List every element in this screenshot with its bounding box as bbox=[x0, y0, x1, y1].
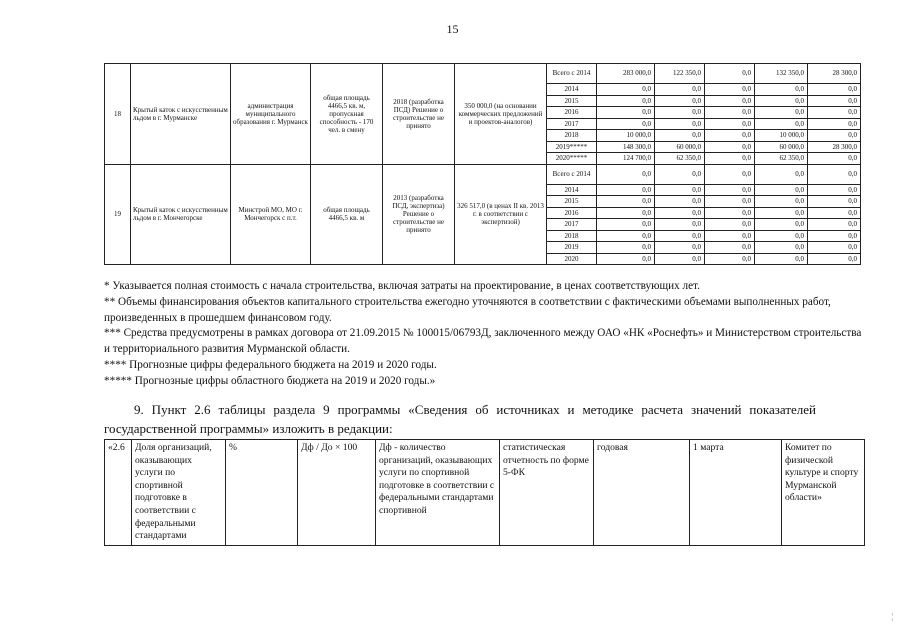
object-timing: 2018 (разработка ПСД) Решение о строительстве не принято bbox=[383, 64, 455, 165]
amount-cell: 60 000,0 bbox=[755, 141, 808, 153]
amount-cell: 0,0 bbox=[755, 164, 808, 184]
year-cell: 2015 bbox=[547, 95, 597, 107]
amount-cell: 0,0 bbox=[808, 153, 861, 165]
object-name: Крытый каток с искусственным льдом в г. Мончегорске bbox=[131, 164, 231, 265]
indicator-formula: Дф / До × 100 bbox=[298, 440, 376, 546]
amount-cell: 0,0 bbox=[755, 219, 808, 231]
indicator-periodicity: годовая bbox=[594, 440, 690, 546]
amount-cell: 62 350,0 bbox=[755, 153, 808, 165]
amount-cell: 10 000,0 bbox=[597, 130, 655, 142]
amount-cell: 0,0 bbox=[597, 95, 655, 107]
year-cell: 2016 bbox=[547, 107, 597, 119]
amount-cell: 0,0 bbox=[705, 64, 755, 84]
object-capacity: общая площадь 4466,5 кв. м, пропускная способность - 170 чел. в смену bbox=[311, 64, 383, 165]
footnote: * Указывается полная стоимость с начала строительства, включая затраты на проектирование, в ценах соответствующих лет. bbox=[104, 280, 700, 292]
indicator-definition: Дф - количество организаций, оказывающих услуги по спортивной подготовке в соответствии с федеральными стандартами спортивной bbox=[376, 440, 500, 546]
amount-cell: 0,0 bbox=[705, 118, 755, 130]
amount-cell: 0,0 bbox=[705, 164, 755, 184]
edge-mark: ¦ bbox=[891, 612, 893, 621]
amount-cell: 0,0 bbox=[755, 196, 808, 208]
amount-cell: 132 350,0 bbox=[755, 64, 808, 84]
amount-cell: 0,0 bbox=[655, 242, 705, 254]
amount-cell: 0,0 bbox=[597, 242, 655, 254]
object-customer: администрация муниципального образования г. Мурманск bbox=[231, 64, 311, 165]
amount-cell: 122 350,0 bbox=[655, 64, 705, 84]
amount-cell: 62 350,0 bbox=[655, 153, 705, 165]
indicator-deadline: 1 марта bbox=[690, 440, 782, 546]
amount-cell: 0,0 bbox=[705, 141, 755, 153]
year-cell: 2018 bbox=[547, 230, 597, 242]
year-cell: Всего с 2014 bbox=[547, 64, 597, 84]
amendment-paragraph: 9. Пункт 2.6 таблицы раздела 9 программы «Сведения об источниках и методике расчета значений показателей государственной программы» изложить в редакции: bbox=[104, 402, 816, 436]
amount-cell: 0,0 bbox=[655, 230, 705, 242]
year-cell: 2018 bbox=[547, 130, 597, 142]
amount-cell: 0,0 bbox=[808, 196, 861, 208]
year-cell: 2017 bbox=[547, 118, 597, 130]
amount-cell: 0,0 bbox=[705, 184, 755, 196]
amount-cell: 0,0 bbox=[655, 118, 705, 130]
amount-cell: 0,0 bbox=[755, 84, 808, 96]
amount-cell: 0,0 bbox=[705, 130, 755, 142]
object-timing: 2013 (разработка ПСД, экспертиза) Решение о строительстве не принято bbox=[383, 164, 455, 265]
object-number: 19 bbox=[105, 164, 131, 265]
amount-cell: 0,0 bbox=[597, 207, 655, 219]
amount-cell: 0,0 bbox=[755, 184, 808, 196]
amount-cell: 0,0 bbox=[597, 164, 655, 184]
footnote: *** Средства предусмотрены в рамках договора от 21.09.2015 № 100015/06793Д, заключенного между ОАО «НК «Роснефть» и Министерством строительства и территориального развития Мурманской области. bbox=[104, 327, 862, 356]
amount-cell: 0,0 bbox=[705, 253, 755, 265]
amount-cell: 0,0 bbox=[655, 130, 705, 142]
amount-cell: 0,0 bbox=[808, 107, 861, 119]
amount-cell: 0,0 bbox=[808, 164, 861, 184]
amount-cell: 0,0 bbox=[705, 230, 755, 242]
footnote: ***** Прогнозные цифры областного бюджета на 2019 и 2020 годы.» bbox=[104, 374, 436, 387]
year-cell: 2016 bbox=[547, 207, 597, 219]
footnotes bbox=[104, 279, 864, 390]
indicator-row bbox=[105, 440, 865, 546]
amount-cell: 0,0 bbox=[655, 184, 705, 196]
amount-cell: 0,0 bbox=[705, 207, 755, 219]
object-cost: 326 517,0 (в ценах II кв. 2013 г. в соответствии с экспертизой) bbox=[455, 164, 547, 265]
amount-cell: 0,0 bbox=[705, 219, 755, 231]
amount-cell: 0,0 bbox=[755, 207, 808, 219]
amount-cell: 0,0 bbox=[655, 253, 705, 265]
amount-cell: 0,0 bbox=[655, 219, 705, 231]
year-cell: 2015 bbox=[547, 196, 597, 208]
amount-cell: 0,0 bbox=[755, 230, 808, 242]
capital-objects-table bbox=[104, 63, 861, 265]
amount-cell: 0,0 bbox=[655, 196, 705, 208]
amount-cell: 0,0 bbox=[655, 95, 705, 107]
amount-cell: 0,0 bbox=[705, 196, 755, 208]
year-cell: 2014 bbox=[547, 184, 597, 196]
amount-cell: 0,0 bbox=[808, 118, 861, 130]
year-cell: 2019 bbox=[547, 242, 597, 254]
footnote: **** Прогнозные цифры федерального бюджета на 2019 и 2020 годы. bbox=[104, 358, 437, 371]
year-cell: 2014 bbox=[547, 84, 597, 96]
object-year-row bbox=[105, 64, 861, 84]
year-cell: 2017 bbox=[547, 219, 597, 231]
amount-cell: 0,0 bbox=[655, 207, 705, 219]
amount-cell: 60 000,0 bbox=[655, 141, 705, 153]
amount-cell: 0,0 bbox=[597, 118, 655, 130]
amount-cell: 0,0 bbox=[755, 95, 808, 107]
amount-cell: 0,0 bbox=[808, 207, 861, 219]
indicator-source: статистическая отчетность по форме 5-ФК bbox=[500, 440, 594, 546]
amount-cell: 0,0 bbox=[597, 184, 655, 196]
indicator-name: Доля организаций, оказывающих услуги по спортивной подготовке в соответствии с федеральными стандартами bbox=[132, 440, 226, 546]
amount-cell: 0,0 bbox=[808, 130, 861, 142]
amount-cell: 0,0 bbox=[655, 164, 705, 184]
amount-cell: 28 300,0 bbox=[808, 64, 861, 84]
amount-cell: 10 000,0 bbox=[755, 130, 808, 142]
object-name: Крытый каток с искусственным льдом в г. Мурманске bbox=[131, 64, 231, 165]
page-number: 15 bbox=[446, 22, 459, 36]
year-cell: 2019***** bbox=[547, 141, 597, 153]
amount-cell: 0,0 bbox=[597, 107, 655, 119]
amount-cell: 0,0 bbox=[597, 253, 655, 265]
amount-cell: 0,0 bbox=[597, 219, 655, 231]
amount-cell: 0,0 bbox=[755, 242, 808, 254]
amount-cell: 124 700,0 bbox=[597, 153, 655, 165]
year-cell: 2020***** bbox=[547, 153, 597, 165]
indicator-responsible: Комитет по физической культуре и спорту Мурманской области» bbox=[782, 440, 865, 546]
amount-cell: 0,0 bbox=[705, 95, 755, 107]
amount-cell: 0,0 bbox=[808, 242, 861, 254]
amount-cell: 0,0 bbox=[808, 84, 861, 96]
amount-cell: 283 000,0 bbox=[597, 64, 655, 84]
amount-cell: 0,0 bbox=[808, 219, 861, 231]
amount-cell: 0,0 bbox=[755, 253, 808, 265]
year-cell: 2020 bbox=[547, 253, 597, 265]
amount-cell: 0,0 bbox=[755, 107, 808, 119]
footnote: ** Объемы финансирования объектов капитального строительства ежегодно уточняются в соответствии с фактическими объемами выполненных работ, произведенных в прошедшем финансовом году. bbox=[104, 295, 831, 324]
amount-cell: 0,0 bbox=[597, 230, 655, 242]
object-cost: 350 000,0 (на основании коммерческих предложений и проектов-аналогов) bbox=[455, 64, 547, 165]
amount-cell: 0,0 bbox=[705, 242, 755, 254]
amount-cell: 0,0 bbox=[808, 230, 861, 242]
amount-cell: 0,0 bbox=[655, 84, 705, 96]
object-number: 18 bbox=[105, 64, 131, 165]
amount-cell: 148 300,0 bbox=[597, 141, 655, 153]
indicator-table bbox=[104, 439, 865, 546]
amount-cell: 0,0 bbox=[705, 107, 755, 119]
amount-cell: 0,0 bbox=[655, 107, 705, 119]
amount-cell: 0,0 bbox=[597, 196, 655, 208]
amount-cell: 0,0 bbox=[808, 253, 861, 265]
amount-cell: 0,0 bbox=[597, 84, 655, 96]
amount-cell: 0,0 bbox=[755, 118, 808, 130]
year-cell: Всего с 2014 bbox=[547, 164, 597, 184]
object-year-row bbox=[105, 164, 861, 184]
object-capacity: общая площадь 4466,5 кв. м bbox=[311, 164, 383, 265]
amount-cell: 28 300,0 bbox=[808, 141, 861, 153]
amount-cell: 0,0 bbox=[705, 84, 755, 96]
indicator-unit: % bbox=[226, 440, 298, 546]
amount-cell: 0,0 bbox=[808, 95, 861, 107]
indicator-code: «2.6 bbox=[105, 440, 132, 546]
object-customer: Минстрой МО, МО г. Мончегорск с п.т. bbox=[231, 164, 311, 265]
amount-cell: 0,0 bbox=[808, 184, 861, 196]
amount-cell: 0,0 bbox=[705, 153, 755, 165]
